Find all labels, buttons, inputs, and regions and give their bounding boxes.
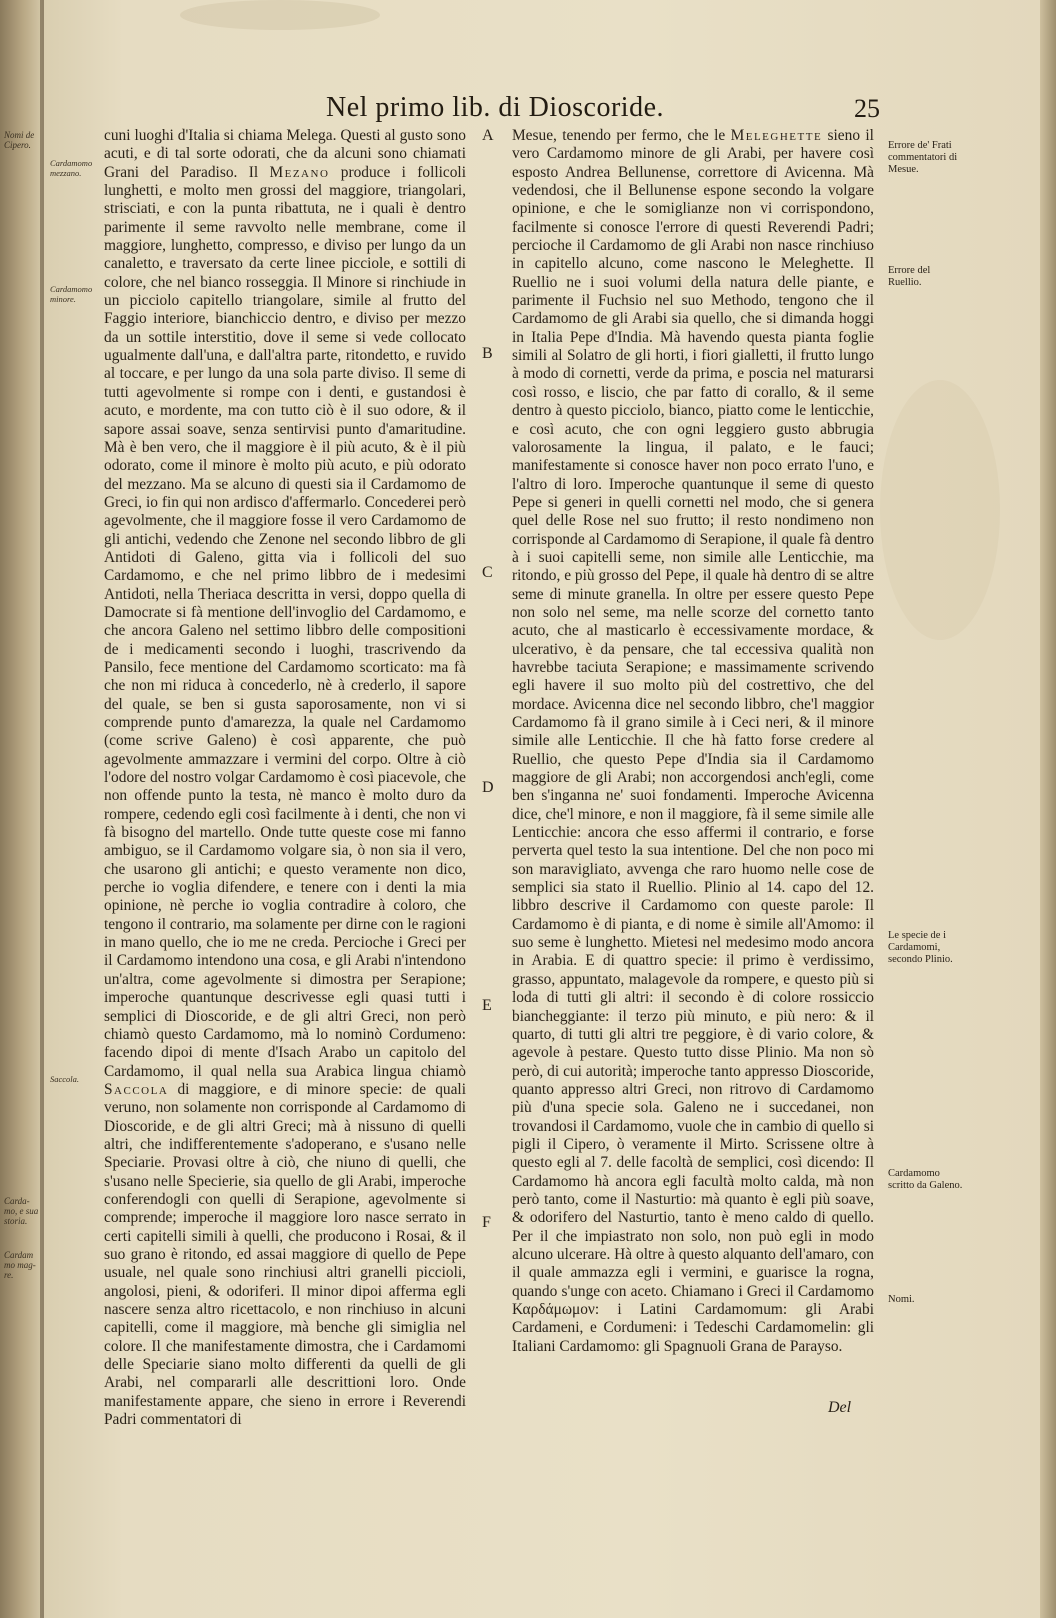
mezano-term: Mezano xyxy=(269,163,330,181)
right-text-column xyxy=(512,127,874,1397)
catchword: Del xyxy=(828,1399,852,1416)
section-letter-e: E xyxy=(482,997,492,1014)
side-note-specie-plinio: Le specie de i Cardamomi, secondo Plinio. xyxy=(888,930,953,965)
page-number: 25 xyxy=(854,94,880,123)
section-letter-a: A xyxy=(482,127,494,144)
side-note-cardamomo-galeno: Cardamomo scritto da Galeno. xyxy=(888,1168,963,1191)
side-note-errore-frati: Errore de' Frati commentatori di Mesue. xyxy=(888,140,958,175)
section-letter-d: D xyxy=(482,779,494,796)
running-head: Nel primo lib. di Dioscoride. xyxy=(326,92,665,123)
page-edge xyxy=(1040,0,1056,1618)
page-header xyxy=(320,92,880,126)
left-text-column xyxy=(104,127,466,1429)
left-column-paragraph: cuni luoghi d'Italia si chiama Melega. Questi al gusto sono acuti, e di tal sorte odorati, che da alcuni sono chiamati Grani del Paradiso. Il Mezano produce i follicoli lunghetti, e molto men grossi del maggiore, triangolari, strisciati, e con la punta ribattuta, ne i quali è dentro parimente il seme ravvolto nelle membrane, come il maggiore, lunghetto, compresso, e diviso per lungo da un canaletto, e traversato da certe linee picciole, e sottili di colore, che nel bianco rosseggia. Il Minore si rinchiude in un picciolo capitello triangolare, simile al frutto del Faggio interiore, bianchiccio dentro, e diviso per mezzo da un sottile interstitio, dove il seme si vede collocato ugualmente dall'una, e dall'altra parte, ritondetto, e ruvido al toccare, e per lungo da una sola parte diviso. Il seme di tutti agevolmente si rompe con i denti, e gustandosi è acuto, e mordente, ma con tutto ciò è il suo odore, & il sapore assai soave, senza sentirvisi punto d'amaritudine. Mà è ben vero, che il maggiore è il più acuto, & è il più odorato, come il minore è molto più acuto, e più odorato del mezzano. Ma se alcuno di questi sia il Cardamomo de Greci, io fin qui non ardisco d'affermarlo. Concederei però agevolmente, che il maggiore fosse il vero Cardamomo de gli antichi, vedendo che Zenone nel secondo libbro de gli Antidoti di Galeno, gitta via i follicoli del suo Cardamomo, e che nel primo libbro de i medesimi Antidoti, nella Theriaca descritta in versi, doppo quella di Damocrate si fà mentione dell'invoglio del Cardamomo, e che ancora Galeno nel settimo libbro delle compositioni de i medicamenti secondo i luoghi, trascrivendo da Pansilo, fece mentione del Cardamomo scorticato: ma fà che non mi riduca à concederlo, nè à crederlo, il sapore del quale, se ben si gusta saporosamente, non vi si comprende punto d'amarezza, la quale nel Cardamomo (come scrive Galeno) è così apparente, che può agevolmente ammazzare i vermini del corpo. Oltre à ciò l'odore del nostro volgar Cardamomo è così piacevole, che non offende punto la testa, nè manco è molto duro da rompere, cedendo egli così facilmente à i denti, che non vi fà bisogno del martello. Onde tutte queste cose mi fanno ambiguo, se il Cardamomo volgare sia, ò non sia il vero, che usarono gli antichi; e questo veramente non dico, perche io voglia difendere, e tenere con i denti la mia opinione, nè perche io voglia contradire à coloro, che tengono il contrario, ma solamente per dirne con le ragioni in mano quello, che io me ne creda. Percioche i Greci per il Cardamomo intendono una cosa, e gli Arabi n'intendono un'altra, come agevolmente si dimostra per Serapione; imperoche quantunque descrivesse egli quasi tutti i semplici di Dioscoride, e de gli altri Greci, non però chiamò questo Cardamomo, mà lo nominò Cordumeno: facendo dipoi di mente d'Isach Arabo un capitolo del Cardamomo, il qual nella sua Arabica lingua chiamò Saccola di maggiore, e di minore specie: de quali veruno, non solamente non corrisponde al Cardamomo di Dioscoride, e de gli altri Greci; mà à nissuno di quelli altri, che indifferentemente s'adoperano, e s'usano nelle Speciarie. Provasi oltre à ciò, che niuno di quelli, che s'usano nelle Specierie, sia quello de gli Arabi, imperoche conferendogli con quelli di Serapione, agevolmente si comprende; imperoche il maggiore loro nasce serrato in certi capitelli simili à quelli, che producono i Rosai, & il suo grano è ritondo, ed assai maggiore di quello de Pepe usuale, nel quale sono rinchiusi altri granelli piccioli, angolosi, pieni, & odoriferi. Il minor dipoi afferma egli nascere senza altro ricettacolo, e non rinchiuso in alcuni capitelli, come il maggiore, mà benche gli simiglia nel colore. Il che manifestamente dimostra, che i Cardamomi delle Speciarie siano molto differenti da quelli de gli Arabi, nel compararli alle descrittioni loro. Onde manifestamente appare, che sieno in errore i Reverendi Padri commentatori di xyxy=(104,127,466,1429)
side-note-nomi: Nomi. xyxy=(888,1294,915,1305)
binding-gutter xyxy=(0,0,42,1618)
facing-page-note-maggiore: Cardam mo mag- re. xyxy=(4,1250,36,1280)
margin-note-cardamomo-minore: Cardamomo minore. xyxy=(50,284,93,304)
saccola-term: Saccola xyxy=(104,1080,169,1098)
section-letter-b: B xyxy=(482,345,493,362)
side-note-errore-ruellio: Errore del Ruellio. xyxy=(888,265,931,288)
facing-page-note-nomi: Nomi de Cipero. xyxy=(4,130,35,150)
section-letter-f: F xyxy=(482,1214,491,1231)
facing-page-note-storia: Carda- mo, e sua storia. xyxy=(4,1196,39,1226)
section-letter-c: C xyxy=(482,564,493,581)
margin-note-cardamomo-mezzano: Cardamomo mezzano. xyxy=(50,158,93,178)
right-column-paragraph: Mesue, tenendo per fermo, che le Meleghette sieno il vero Cardamomo minore de gli Arabi, per havere così esposto Andrea Bellunense, correttore di Avicenna. Mà vedendosi, che il Bellunense espone secondo la volgare opinione, e che le somiglianze non vi corrispondono, facilmente si conosce l'errore di questi Reverendi Padri; percioche il Cardamomo de gli Arabi non nasce rinchiuso in capitello alcuno, come nascono le Meleghette. Il Ruellio ne i suoi volumi della natura delle piante, e parimente il Fuchsio nel suo Methodo, tengono che il Cardamomo de gli Arabi sia quello, che si dimanda hoggi in Italia Pepe d'India. Mà havendo questa pianta foglie simili al Solatro de gli horti, i fiori gialletti, il frutto lungo à modo di cornetti, verde da prima, e poscia nel maturarsi così rosso, e liscio, che par fatto di corallo, & il seme dentro à questo picciolo, bianco, piatto come le lenticchie, e così acuto, che con ogni leggiero gusto abbrugia valorosamente la lingua, il palato, e le fauci; manifestamente si conosce haver non poco errato l'uno, e l'altro di loro. Imperoche quantunque il seme di questo Pepe si generi in quelli cornetti nel modo, che si genera quel delle Rose nel suo frutto; il resto nondimeno non corrisponde al Cardamomo di Serapione, il quale fà dentro à i suoi capitelli seme, non simile alle Lenticchie, ma ritondo, e più grosso del Pepe, il quale hà dentro di se altre seme di minute granella. In oltre per essere questo Pepe non solo nel seme, ma nelle scorze del cornetto tanto acuto, che al masticarlo è eccessivamente mordace, & ulcerativo, è da pensare, che tal eccessiva qualità non havrebbe taciuta Serapione; e massimamente scrivendo egli havere il suo molto più del costrettivo, che del mordace. Avicenna dice nel secondo libbro, che'l maggior Cardamomo fà il grano simile à i Ceci neri, & il minore simile alle Lenticchie. Il che hà fatto forse credere al Ruellio, che questo Pepe d'India sia il Cardamomo maggiore de gli Arabi; non accorgendosi anch'egli, come ben s'inganna ne' suoi fondamenti. Imperoche Avicenna dice, che'l minore, e non il maggiore, fà il seme simile alle Lenticchie: ancora che esso affermi il contrario, e forse perverta quel testo la sua intentione. Del che non poco mi son maravigliato, avvenga che raro huomo nelle cose de semplici sia stato il Ruellio. Plinio al 14. capo del 12. libbro descrive il Cardamomo con queste parole: Il Cardamomo è di pianta, e di nome è simile all'Amomo: il suo seme è lunghetto. Mietesi nel medesimo modo ancora in Arabia. E di quattro specie: il primo è verdissimo, grasso, appuntato, malagevole da rompere, e questo più si loda di tutti gli altri: il secondo è di colore rossiccio biancheggiante: il terzo più minuto, e più nero: & il quarto, di tutti gli altri tre peggiore, è di vario colore, & agevole à pestare. Questo tutto disse Plinio. Ma non sò però, di cui autorità; imperoche tanto appresso Dioscoride, quanto appresso altri Greci, non ritrovo di Cardamomo più d'una specie sola. Galeno ne i succedanei, non trovandosi il Cardamomo, vuole che in cambio di quello si pigli il Cipero, ò veramente il Mirto. Scrissene oltre à questo egli al 7. delle facoltà de semplici, così dicendo: Il Cardamomo hà ancora egli facultà molto calda, mà non però tanto, come il Nasturtio: mà quanto è egli più soave, & odorifero del Nasturtio, tanto è meno caldo di quello. Per il che impiastrato non solo, non può egli in modo alcuno ulcerare. Hà oltre à questo alquanto dell'amaro, con il quale ammazza egli i vermini, e guarisce la rogna, quando s'unge con aceto. Chiamano i Greci il Cardamomo Καρδάμωμον: i Latini Cardamomum: gli Arabi Cardameni, e Cordumeni: i Tedeschi Cardamomelin: gli Italiani Cardamomo: gli Spagnuoli Grana de Parayso. xyxy=(512,127,874,1355)
margin-note-saccola: Saccola. xyxy=(50,1074,80,1084)
meleghette-term: Meleghette xyxy=(730,127,823,144)
